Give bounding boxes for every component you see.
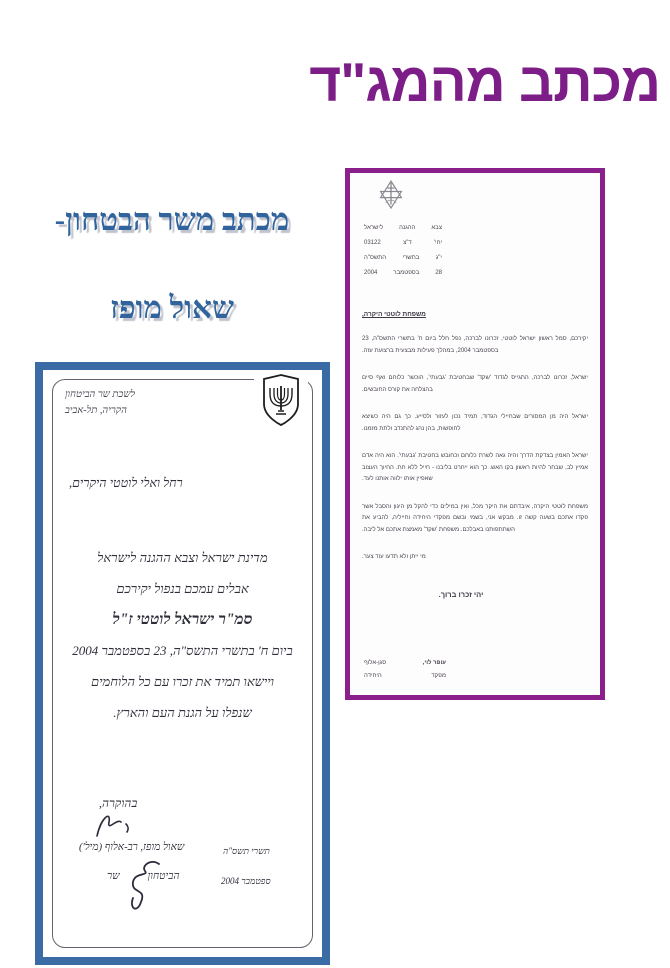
signer-role-word: מפקד <box>431 672 446 679</box>
minister-of-defense-letter <box>35 362 330 965</box>
header-word: 28 <box>435 270 442 276</box>
signature-block <box>364 657 446 683</box>
handwritten-signature-icon <box>93 808 137 842</box>
date-hebrew: תשרי תשס"ה <box>223 846 270 856</box>
body-line: ויישאו תמיד את זכרו עם כל הלוחמים <box>91 674 274 689</box>
signer-name: שאול מופז, רב-אלוף (מיל') <box>79 842 185 853</box>
letter-closing: בהוקרה, <box>99 796 138 810</box>
header-word: בספטמבר <box>393 270 420 276</box>
letter-paragraph: ישראל, זכרונו לברכה, התגייס לגדוד 'שקד' שבחטיבת 'גבעתי', הוכשר כלוחם ואף סיים בהצלחה את קורס החובשים. <box>362 375 588 393</box>
letter-body <box>57 542 308 728</box>
header-word: 2004 <box>364 270 378 276</box>
letter-paragraph: יקירכם, סמל ראשון ישראל לוטטי, זכרונו לברכה, נפל חלל ביום ח' בתשרי התשס"ה, 23 בספטמבר 2004, במהלך פעילות מבצעית ברצועת עזה. <box>362 336 588 354</box>
body-line: מדינת ישראל וצבא ההגנה לישראל <box>97 550 268 565</box>
letter-paragraph: משפחת לוטטי היקרה, איבדתם את היקר מכל, ואין במילים כדי להקל מן היגון והסבל אשר פקדו אתכם בשעה קשה זו. מבקש אני, בשמי ובשם מפקדי היחידה וחייליה, להביע את השתתפותנו באבלכם. משפחת 'שקד' מאמצת אתכם אל ליבה. <box>362 503 588 533</box>
israel-state-emblem-icon <box>254 367 308 433</box>
letter-paragraph: ישראל האמין בצדקת הדרך והיה גאה לשרת כלוחם וכחובש בחטיבת 'גבעתי'. הוא היה אדם אמיץ לב, שבחר להיות ראשון בקו האש. כך הוא ייחרט בליבנו - חייל ללא חת. החיוך העצוב שאפיין אותו ילווה אותנו לעד. <box>362 453 588 482</box>
signature-row <box>364 670 446 683</box>
body-line: אבלים עמכם בנפול יקירכם <box>116 581 249 596</box>
letter-salutation: רחל ואלי לוטטי היקרים, <box>69 476 183 490</box>
letter-paragraph: ישראל היה מן המסורים שבחיילי הגדוד, תמיד נכון לעזור ולסייע. כך גם היה כשיצא לחופשות, בהן נהג להתנדב ולתת מזמנו. <box>362 414 588 432</box>
signer-title-word: הביטחון <box>147 871 180 882</box>
header-word: בתשרי <box>402 255 420 261</box>
header-row <box>364 266 442 281</box>
header-word: י"ג <box>435 255 442 261</box>
subtitle-line-1: מכתב משר הבטחון- <box>54 202 290 237</box>
page-title: מכתב מהמג"ד <box>309 51 660 113</box>
signature-row <box>364 657 446 670</box>
signer-role-word: היחידה <box>364 672 382 679</box>
header-word: ההגנה <box>399 225 416 231</box>
header-word: יחי' <box>433 240 442 246</box>
signer-rank: סגן-אלוף <box>364 659 387 666</box>
letterhead-line-2: הקריה, תל-אביב <box>65 405 127 416</box>
header-row <box>364 236 442 251</box>
handwritten-signature-icon <box>125 858 165 916</box>
signer-name: עופר לוי, <box>422 659 446 666</box>
signer-title-word: שר <box>107 871 120 882</box>
body-line: שנפלו על הגנת העם והארץ. <box>113 705 252 720</box>
letter-paragraph: מי ייתן ולא תדעו עוד צער. <box>362 554 426 560</box>
body-line: ביום ח' בתשרי התשס"ה, 23 בספטמבר 2004 <box>72 643 293 658</box>
letter-header-block <box>364 221 442 281</box>
battalion-commander-letter <box>345 168 605 700</box>
header-word: 03122 <box>364 240 381 246</box>
letter-closing: יהי זכרו ברוך. <box>438 589 484 599</box>
subtitle-line-2: שאול מופז <box>110 290 234 325</box>
idf-emblem-icon <box>378 179 404 211</box>
letterhead <box>65 387 135 419</box>
header-word: לישראל <box>364 225 384 231</box>
header-row <box>364 251 442 266</box>
letter-salutation: משפחת לוטטי היקרה, <box>362 311 426 318</box>
header-row <box>364 221 442 236</box>
header-word: צבא <box>431 225 442 231</box>
header-word: ד"צ <box>402 240 412 246</box>
fallen-soldier-name: סמ"ר ישראל לוטטי ז"ל <box>112 611 253 628</box>
subtitle-wordart <box>24 202 320 326</box>
letterhead-line-1: לשכת שר הביטחון <box>65 389 136 400</box>
header-word: התשס"ה <box>364 255 387 261</box>
date-gregorian: ספטמבר 2004 <box>221 876 271 886</box>
